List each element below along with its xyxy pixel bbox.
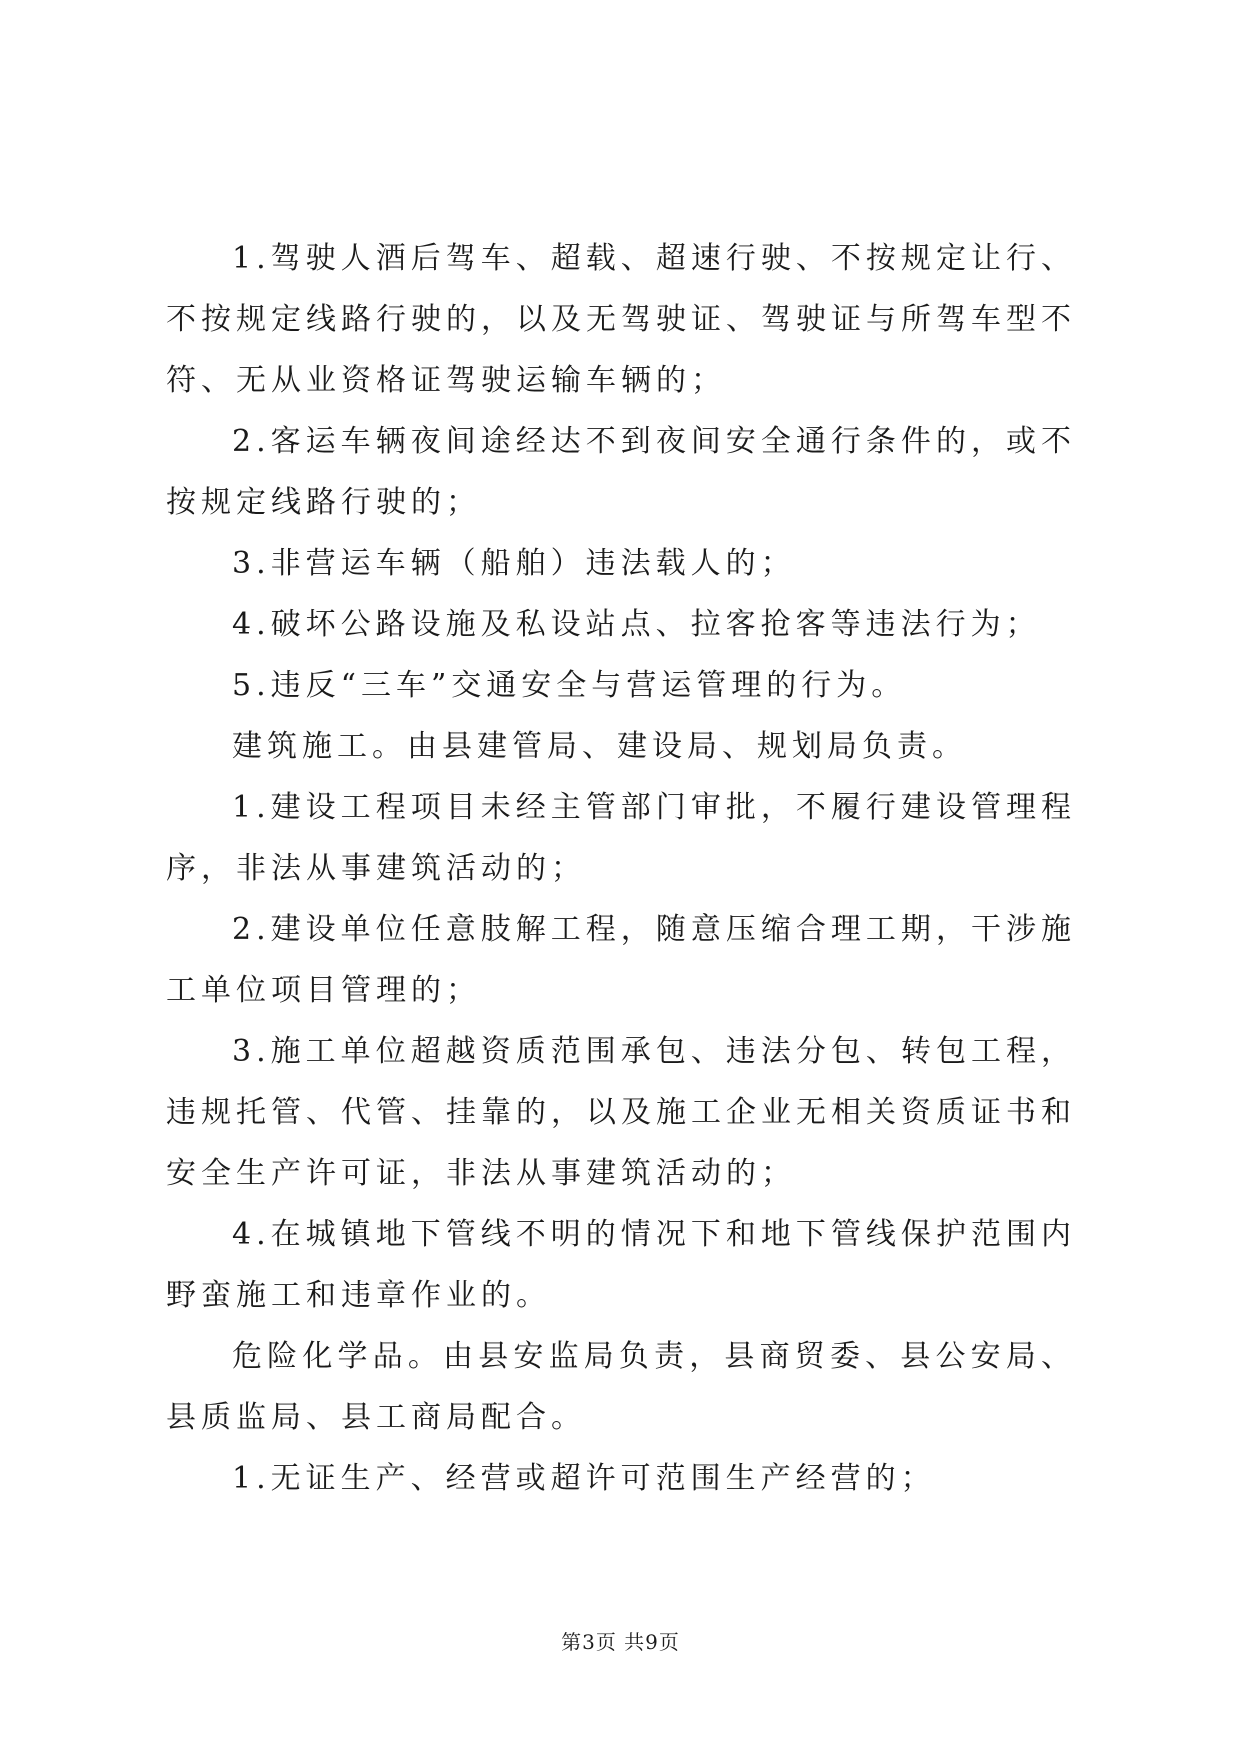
page-footer: 第3页 共9页 [561, 1630, 680, 1654]
paragraph-traffic-item-4: 4.破坏公路设施及私设站点、拉客抢客等违法行为； [232, 607, 1041, 642]
paragraph-construction-item-1: 1.建设工程项目未经主管部门审批，不履行建设管理程序，非法从事建筑活动的； [166, 790, 1076, 886]
paragraph-chemicals-item-1: 1.无证生产、经营或超许可范围生产经营的； [232, 1461, 936, 1496]
paragraph-construction-item-3: 3.施工单位超越资质范围承包、违法分包、转包工程，违规托管、代管、挂靠的，以及施工企业无相关资质证书和安全生产许可证，非法从事建筑活动的； [166, 1034, 1076, 1191]
paragraph-construction-item-4: 4.在城镇地下管线不明的情况下和地下管线保护范围内野蛮施工和违章作业的。 [166, 1217, 1076, 1313]
paragraph-traffic-item-1: 1.驾驶人酒后驾车、超载、超速行驶、不按规定让行、不按规定线路行驶的，以及无驾驶证、驾驶证与所驾车型不符、无从业资格证驾驶运输车辆的； [166, 241, 1076, 398]
section-heading-construction: 建筑施工。由县建管局、建设局、规划局负责。 [232, 729, 967, 764]
paragraph-traffic-item-3: 3.非营运车辆（船舶）违法载人的； [232, 546, 796, 581]
section-heading-hazardous-chemicals: 危险化学品。由县安监局负责，县商贸委、县公安局、县质监局、县工商局配合。 [166, 1339, 1076, 1435]
paragraph-traffic-item-2: 2.客运车辆夜间途经达不到夜间安全通行条件的，或不按规定线路行驶的； [166, 424, 1076, 520]
document-body [166, 228, 1076, 1509]
paragraph-traffic-item-5: 5.违反“三车”交通安全与营运管理的行为。 [232, 668, 907, 703]
paragraph-construction-item-2: 2.建设单位任意肢解工程，随意压缩合理工期，干涉施工单位项目管理的； [166, 912, 1076, 1008]
